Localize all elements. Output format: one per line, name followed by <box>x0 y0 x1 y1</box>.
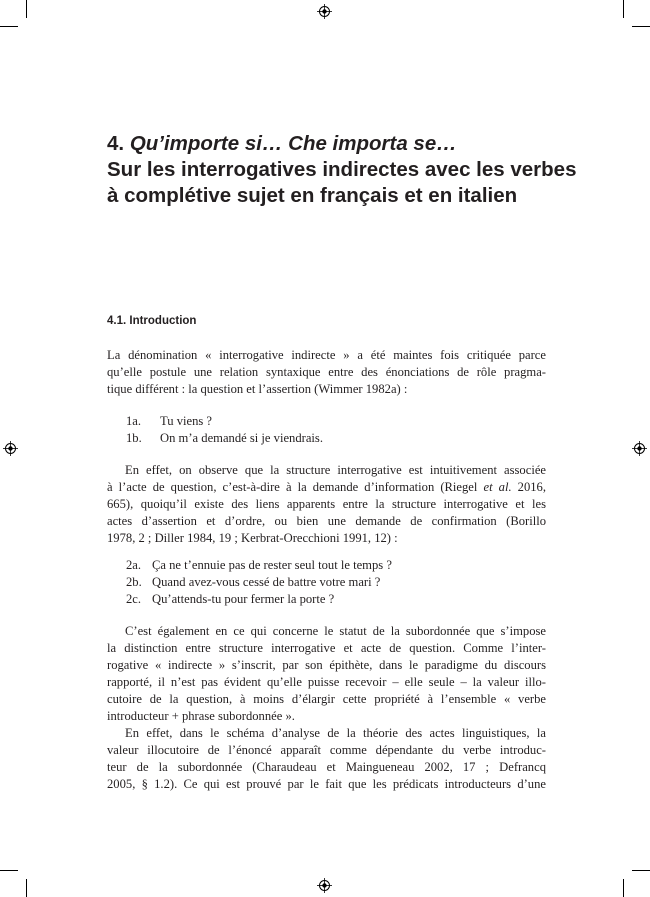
chapter-title <box>107 131 577 209</box>
example-list <box>126 413 323 447</box>
text-line: introducteur + phrase subordonnée ». <box>107 709 295 723</box>
chapter-title-line <box>107 131 557 157</box>
text-line <box>107 479 546 496</box>
example-label: 1b. <box>126 431 142 445</box>
text-line: actes d’assertion et d’ordre, ou bien une demande de confirmation (Borillo <box>107 514 546 528</box>
text-line: En effet, dans le schéma d’analyse de la théorie des actes linguistiques, la <box>125 726 546 740</box>
text-italic: et al. <box>483 480 512 494</box>
text-line: valeur illocutoire de l’énoncé apparaît comme dépendante du verbe introduc- <box>107 743 546 757</box>
text-line: 2005, § 1.2). Ce qui est prouvé par le fait que les prédicats introducteurs d’une <box>107 777 546 791</box>
example-item <box>126 413 323 430</box>
example-label: 2c. <box>126 592 142 606</box>
chapter-title-italic: Qu’importe si… Che importa se… <box>129 132 457 155</box>
example-text: Quand avez-vous cessé de battre votre mari ? <box>152 575 381 589</box>
text-line: rogative « indirecte » s’inscrit, par son épithète, dans le paradigme du discours <box>107 658 546 672</box>
registration-mark-icon <box>3 441 18 456</box>
text-span: 2016, <box>511 480 547 494</box>
example-text: Qu’attends-tu pour fermer la porte ? <box>152 592 335 606</box>
registration-mark-icon <box>317 4 332 19</box>
section-heading: 4.1. Introduction <box>107 315 197 327</box>
crop-mark <box>0 870 18 871</box>
crop-mark <box>632 870 650 871</box>
text-line: 1978, 2 ; Diller 1984, 19 ; Kerbrat-Orecchioni 1991, 12) : <box>107 531 398 545</box>
example-item <box>126 574 392 591</box>
crop-mark <box>0 26 18 27</box>
example-text: On m’a demandé si je viendrais. <box>160 431 323 445</box>
text-line: 665), quoiqu’il existe des liens apparents entre la structure interrogative et les <box>107 497 546 511</box>
paragraph <box>107 725 546 793</box>
example-text: Ça ne t’ennuie pas de rester seul tout le temps ? <box>152 558 392 572</box>
text-line: la distinction entre structure interrogative et acte de question. Comme l’inter- <box>107 641 546 655</box>
crop-mark <box>623 879 624 897</box>
example-label: 1a. <box>126 414 142 428</box>
example-text: Tu viens ? <box>160 414 213 428</box>
text-line: teur de la subordonnée (Charaudeau et Maingueneau 2002, 17 ; Defrancq <box>107 760 546 774</box>
example-item <box>126 557 392 574</box>
paragraph <box>107 623 546 725</box>
registration-mark-icon <box>317 878 332 893</box>
text-line: tique différent : la question et l’assertion (Wimmer 1982a) : <box>107 382 408 396</box>
paragraph <box>107 347 546 398</box>
example-label: 2a. <box>126 558 142 572</box>
text-line: rapporté, il n’est pas évident qu’elle puisse recevoir – elle seule – la valeur illo- <box>107 675 546 689</box>
text-line: qu’elle postule une relation syntaxique entre des énonciations de rôle pragma- <box>107 365 546 379</box>
text-span: à l’acte de question, c’est-à-dire à la demande d’information (Riegel <box>107 480 484 494</box>
crop-mark <box>623 0 624 18</box>
registration-mark-icon <box>632 441 647 456</box>
example-item <box>126 430 323 447</box>
chapter-subtitle-line: à complétive sujet en français et en italien <box>107 184 518 207</box>
paragraph <box>107 462 546 547</box>
text-line: C’est également en ce qui concerne le statut de la subordonnée que s’impose <box>125 624 546 638</box>
crop-mark <box>26 0 27 18</box>
text-line: cutoire de la question, à moins d’élargir cette propriété à l’ensemble « verbe <box>107 692 546 706</box>
crop-mark <box>632 26 650 27</box>
text-line: La dénomination « interrogative indirecte » a été maintes fois critiquée parce <box>107 348 546 362</box>
example-item <box>126 591 392 608</box>
crop-mark <box>26 879 27 897</box>
example-label: 2b. <box>126 575 142 589</box>
chapter-subtitle-line: Sur les interrogatives indirectes avec les verbes <box>107 158 577 181</box>
chapter-number: 4. <box>107 132 125 155</box>
text-line: En effet, on observe que la structure interrogative est intuitivement associée <box>125 463 546 477</box>
example-list <box>126 557 392 608</box>
